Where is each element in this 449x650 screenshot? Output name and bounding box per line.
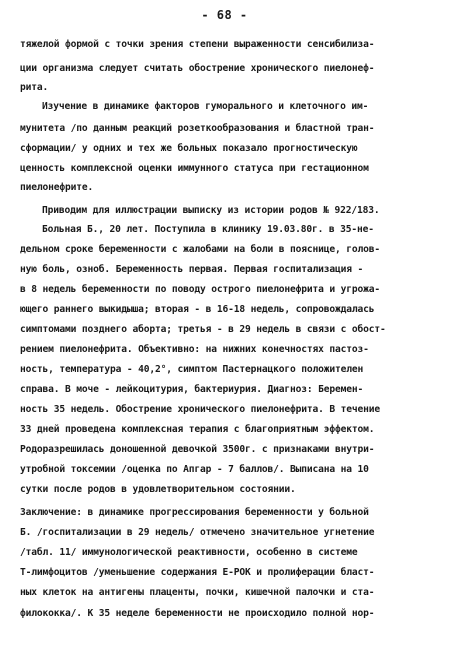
text-line: справа. В моче - лейкоцитурия, бактериурия. Диагноз: Беремен- bbox=[20, 384, 364, 395]
text-line: утробной токсемии /оценка по Апгар - 7 баллов/. Выписана на 10 bbox=[20, 464, 369, 475]
text-line: Больная Б., 20 лет. Поступила в клинику 19.03.80г. в 35-не- bbox=[42, 224, 374, 235]
text-line: рением пиелонефрита. Объективно: на нижних конечностях пастоз- bbox=[20, 344, 369, 355]
text-line: тяжелой формой с точки зрения степени выраженности сенсибилиза- bbox=[20, 39, 375, 50]
text-line: ных клеток на антигены плаценты, почки, кишечной палочки и ста- bbox=[20, 587, 375, 598]
text-line: ность 35 недель. Обострение хронического пиелонефрита. В течение bbox=[20, 404, 381, 415]
text-line: ную боль, озноб. Беременность первая. Первая госпитализация - bbox=[20, 264, 364, 275]
text-line: Заключение: в динамике прогрессирования беременности у больной bbox=[20, 507, 369, 518]
text-line: сформации/ у одних и тех же больных показало прогностическую bbox=[20, 143, 358, 154]
text-line: Б. /госпитализации в 29 недель/ отмечено значительное угнетение bbox=[20, 527, 375, 538]
page-number: - 68 - bbox=[201, 8, 248, 22]
text-line: Изучение в динамике факторов гуморального и клеточного им- bbox=[42, 101, 369, 112]
text-line: симптомами позднего аборта; третья - в 29 недель в связи с обост- bbox=[20, 324, 386, 335]
text-line: Т-лимфоцитов /уменьшение содержания Е-РОК и пролиферации бласт- bbox=[20, 567, 375, 578]
text-line: ющего раннего выкидыша; вторая - в 16-18 недель, сопровождалась bbox=[20, 304, 375, 315]
text-line: Родоразрешилась доношенной девочкой 3500г. с признаками внутри- bbox=[20, 444, 375, 455]
text-line: в 8 недель беременности по поводу острого пиелонефрита и угрожа- bbox=[20, 284, 381, 295]
text-line: филококка/. К 35 неделе беременности не происходило полной нор- bbox=[20, 608, 375, 619]
text-line: /табл. 11/ иммунологической реактивности, особенно в системе bbox=[20, 547, 358, 558]
text-line: ции организма следует считать обострение хронического пиелонеф- bbox=[20, 63, 375, 74]
text-line: мунитета /по данным реакций розеткообразования и бластной тран- bbox=[20, 123, 375, 134]
text-line: рита. bbox=[20, 82, 49, 93]
text-line: Приводим для иллюстрации выписку из истории родов № 922/183. bbox=[42, 205, 380, 216]
text-line: ность, температура - 40,2°, симптом Пастернацкого положителен bbox=[20, 364, 364, 375]
text-line: пиелонефрите. bbox=[20, 182, 94, 193]
text-line: 33 дней проведена комплексная терапия с благоприятным эффектом. bbox=[20, 424, 375, 435]
text-line: дельном сроке беременности с жалобами на боли в пояснице, голов- bbox=[20, 244, 381, 255]
text-line: сутки после родов в удовлетворительном состоянии. bbox=[20, 484, 296, 495]
text-line: ценность комплексной оценки иммунного статуса при гестационном bbox=[20, 163, 369, 174]
